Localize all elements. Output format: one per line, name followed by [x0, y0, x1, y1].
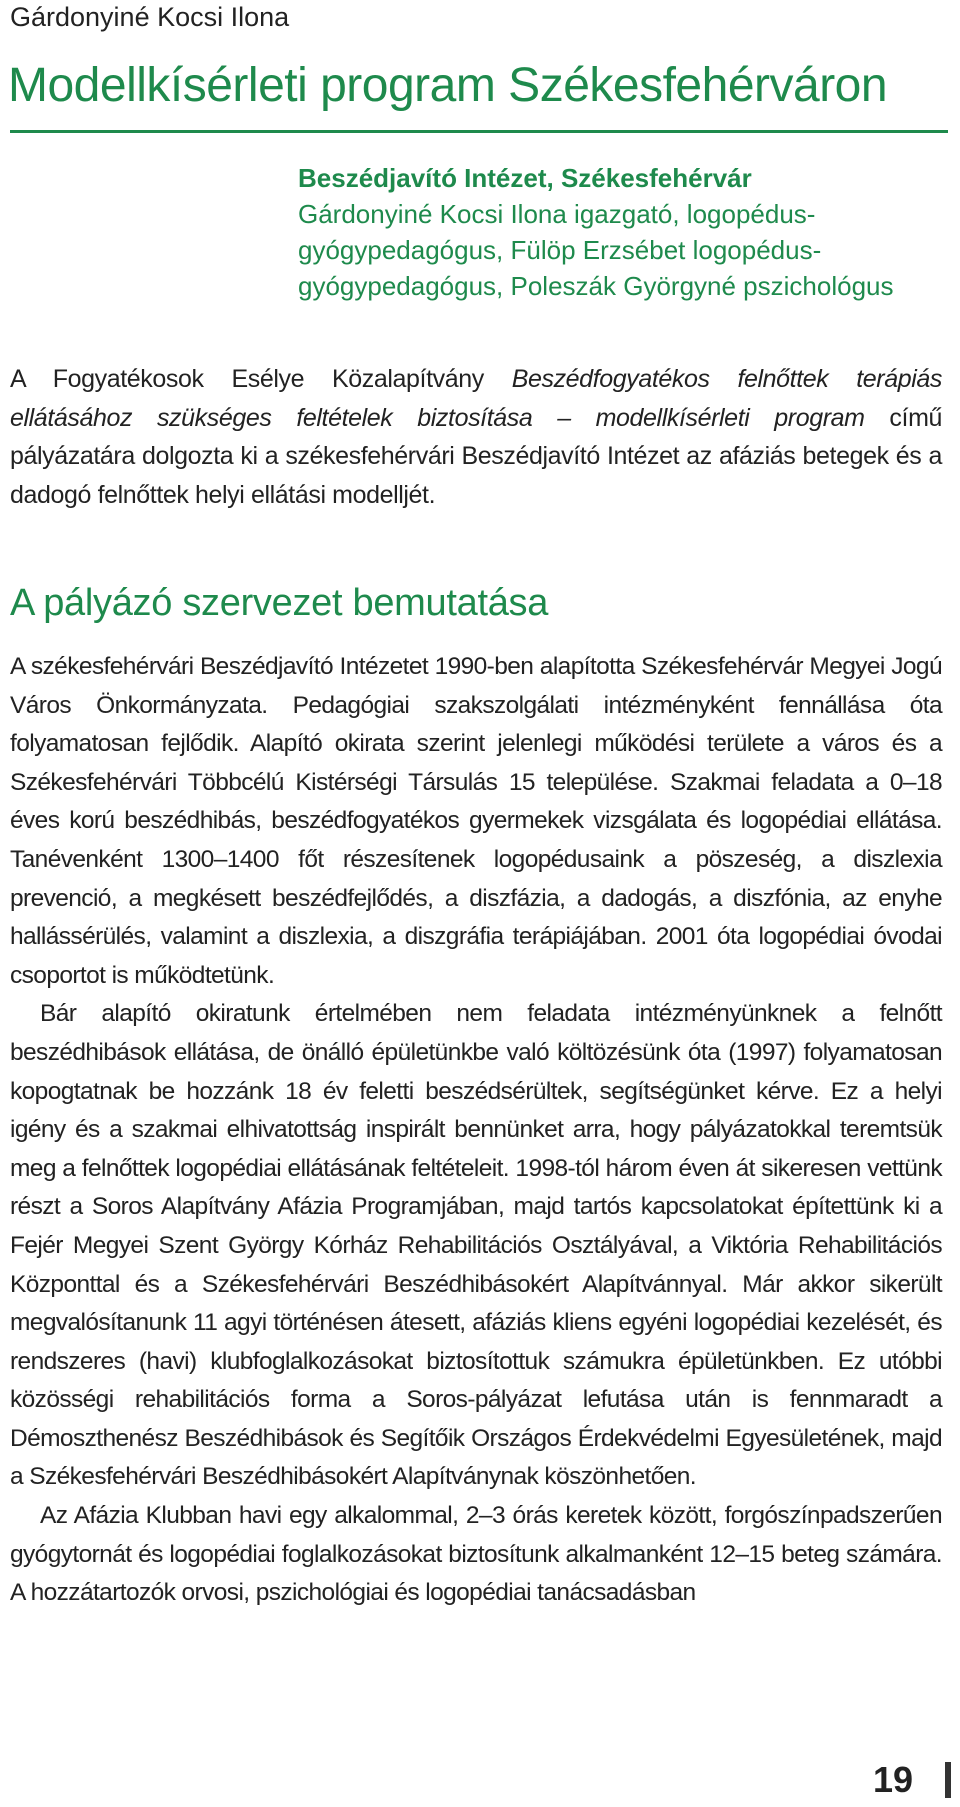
affiliation-block — [298, 160, 938, 304]
page-number: 19 — [873, 1759, 914, 1800]
author-list: Gárdonyiné Kocsi Ilona igazgató, logopédus-gyógypedagógus, Fülöp Erzsébet logopédus-gyógypedagógus, Poleszák Györgyné pszichológus — [298, 199, 894, 301]
title-divider — [10, 130, 948, 133]
body-paragraph-3: Az Afázia Klubban havi egy alkalommal, 2–3 órás keretek között, forgószínpadszerűen gyógytornát és logopédiai foglalkozásokat biztosítunk alkalmanként 12–15 beteg számára. A hozzátartozók orvosi, pszichológiai és logopédiai tanácsadásban — [10, 1502, 942, 1607]
page-number-bar — [945, 1762, 951, 1798]
intro-program-title: Beszédfogyatékos felnőttek terápiás ellátásához szükséges feltételek biztosítása – modellkísérleti program — [10, 365, 942, 432]
institution-name: Beszédjavító Intézet, Székesfehérvár — [298, 163, 752, 193]
intro-paragraph — [10, 360, 942, 514]
article-title: Modellkísérleti program Székesfehérváron — [8, 59, 888, 112]
intro-text-1: A Fogyatékosok Esélye Közalapítvány — [10, 365, 512, 393]
body-paragraph-1: A székesfehérvári Beszédjavító Intézetet 1990-ben alapította Székesfehérvár Megyei Jogú Város Önkormányzata. Pedagógiai szakszolgálati intézményként fennállása óta folyamatosan fejlődik. Alapító okirata szerint jelenlegi működési területe a város és a Székesfehérvári Többcélú Kistérségi Társulás 15 települése. Szakmai feladata a 0–18 éves korú beszédhibás, beszédfogyatékos gyermekek vizsgálata és logopédiai ellátása. Tanévenként 1300–1400 főt részesítenek logopédusaink a pöszeség, a diszlexia prevenció, a megkésett beszédfejlődés, a diszfázia, a dadogás, a diszfónia, az enyhe hallássérülés, valamint a diszlexia, a diszgráfia terápiájában. 2001 óta logopédiai óvodai csoportot is működtetünk. — [10, 653, 942, 989]
intro-text-2: című pályázatára dolgozta ki a székesfehérvári Beszédjavító Intézet az afáziás betegek és a dadogó felnőttek helyi ellátási modelljét. — [10, 403, 943, 509]
body-paragraph-2: Bár alapító okiratunk értelmében nem feladata intézményünknek a felnőtt beszédhibások ellátása, de önálló épületünkbe való költözésünk óta (1997) folyamatosan kopogtatnak be hozzánk 18 év feletti beszédsérültek, segítségünket kérve. Ez a helyi igény és a szakmai elhivatottság inspirált bennünket arra, hogy pályázatokkal teremtsük meg a felnőttek logopédiai ellátásának feltételeit. 1998-tól három éven át sikeresen vettünk részt a Soros Alapítvány Afázia Programjában, majd tartós kapcsolatokat építettünk ki a Fejér Megyei Szent György Kórház Rehabilitációs Osztályával, a Viktória Rehabilitációs Központtal és a Székesfehérvári Beszédhibásokért Alapítvánnyal. Már akkor sikerült megvalósítanunk 11 agyi történésen átesett, afáziás kliens egyéni logopédiai kezelését, és rendszeres (havi) klubfoglalkozásokat biztosítottuk számukra épületünkben. Ez utóbbi közösségi rehabilitációs forma a Soros-pályázat lefutása után is fennmaradt a Démoszthenész Beszédhibások és Segítőik Országos Érdekvédelmi Egyesületének, majd a Székesfehérvári Beszédhibásokért Alapítványnak köszönhetően. — [10, 1000, 942, 1491]
section-body — [10, 648, 942, 1613]
running-author: Gárdonyiné Kocsi Ilona — [10, 2, 290, 32]
section-heading: A pályázó szervezet bemutatása — [10, 582, 549, 624]
